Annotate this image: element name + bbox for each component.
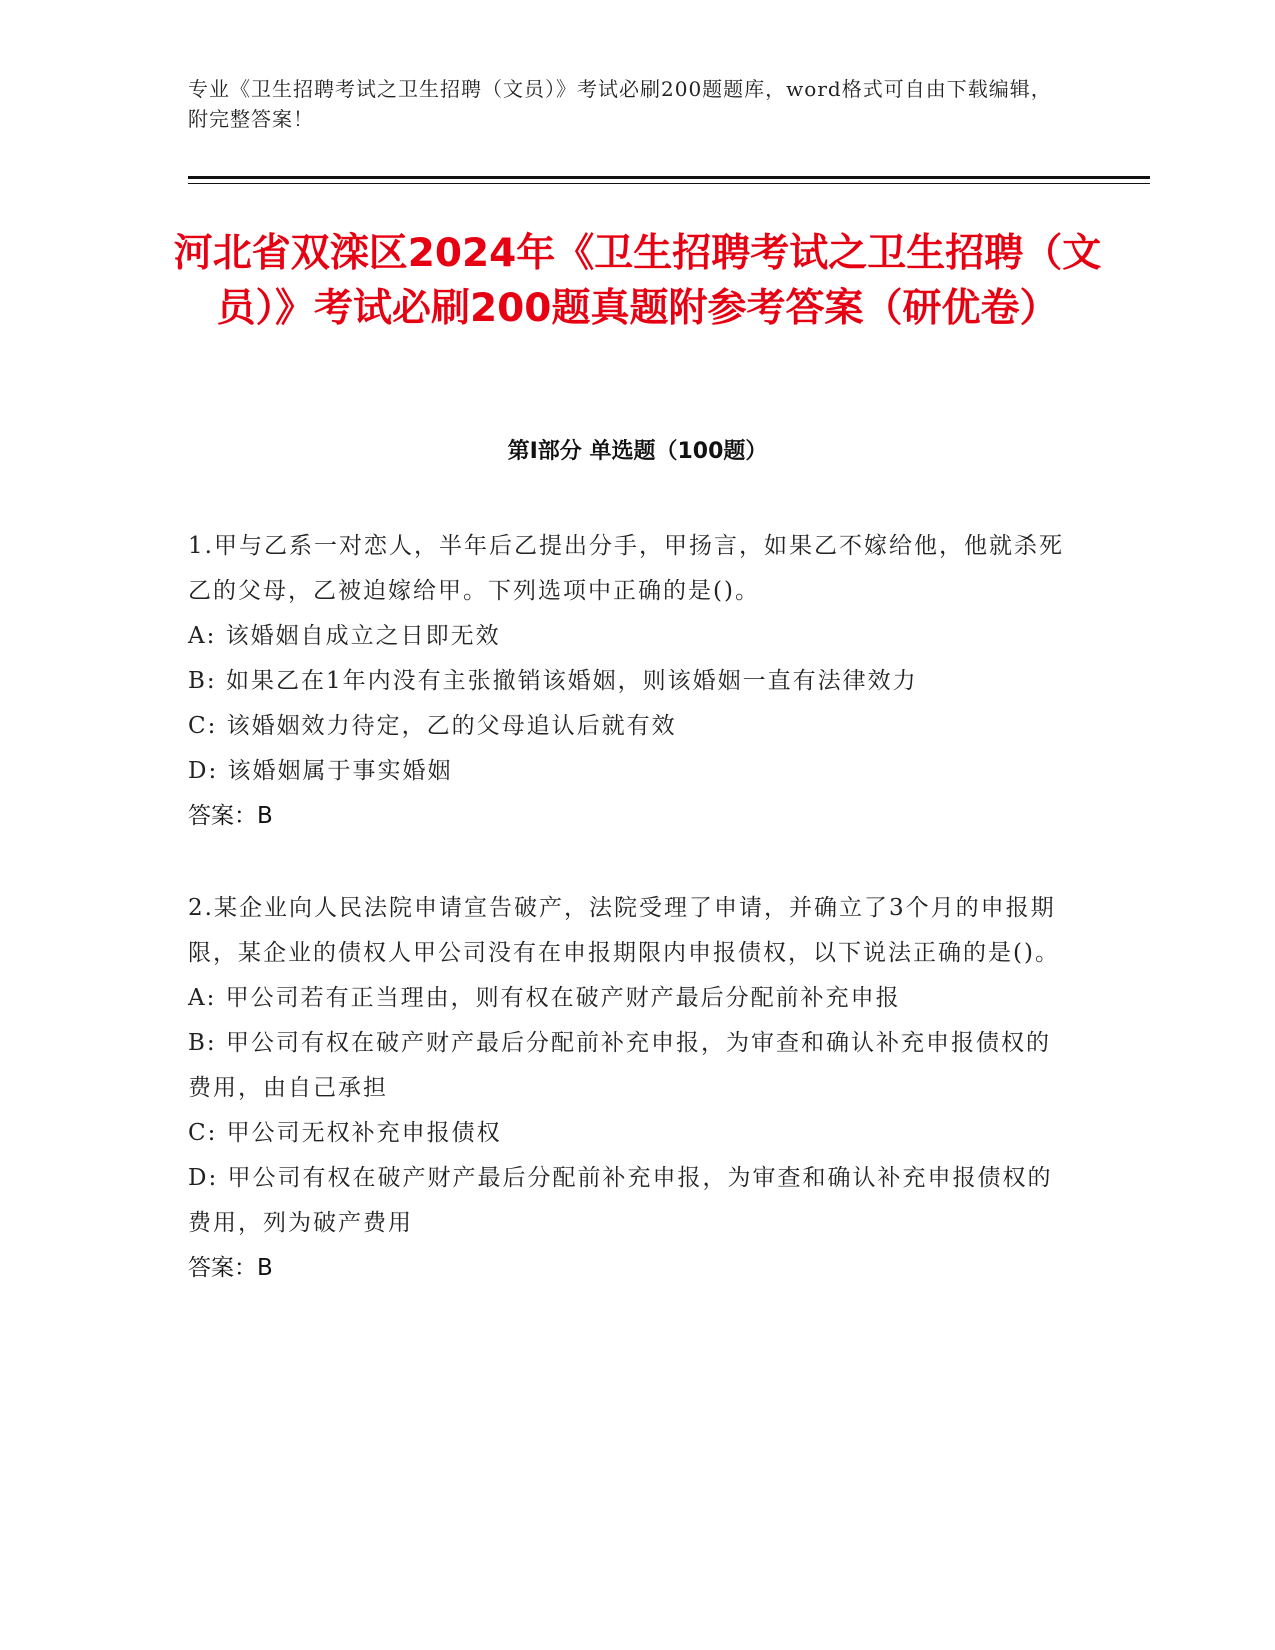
option-a: A: 甲公司若有正当理由，则有权在破产财产最后分配前补充申报 bbox=[188, 985, 901, 1011]
option-b: B: 甲公司有权在破产财产最后分配前补充申报，为审查和确认补充申报债权的费用，由自己承担 bbox=[188, 1030, 1051, 1101]
option-b: B: 如果乙在1年内没有主张撤销该婚姻，则该婚姻一直有法律效力 bbox=[188, 668, 918, 694]
option-d: D: 甲公司有权在破产财产最后分配前补充申报，为审查和确认补充申报债权的费用，列为破产费用 bbox=[188, 1165, 1053, 1236]
option-c: C: 甲公司无权补充申报债权 bbox=[188, 1120, 502, 1146]
header-note: 专业《卫生招聘考试之卫生招聘（文员）》考试必刷200题题库，word格式可自由下载编辑，附完整答案！ bbox=[188, 77, 1052, 131]
option-d: D: 该婚姻属于事实婚姻 bbox=[188, 758, 453, 784]
answer-line: 答案：B bbox=[188, 1255, 273, 1281]
document-title: 河北省双滦区2024年《卫生招聘考试之卫生招聘（文员）》考试必刷200题真题附参考答案（研优卷） bbox=[173, 231, 1102, 331]
answer-line: 答案：B bbox=[188, 803, 273, 829]
section-title: 第I部分 单选题（100题） bbox=[507, 439, 768, 464]
option-a: A: 该婚姻自成立之日即无效 bbox=[188, 623, 501, 649]
question-1 bbox=[188, 524, 1068, 839]
header-divider-thin bbox=[188, 183, 1150, 184]
question-stem: 1.甲与乙系一对恋人，半年后乙提出分手，甲扬言，如果乙不嫁给他，他就杀死乙的父母，乙被迫嫁给甲。下列选项中正确的是()。 bbox=[188, 533, 1064, 604]
option-c: C: 该婚姻效力待定，乙的父母追认后就有效 bbox=[188, 713, 677, 739]
question-2 bbox=[188, 886, 1068, 1291]
question-stem: 2.某企业向人民法院申请宣告破产，法院受理了申请，并确立了3个月的申报期限，某企业的债权人甲公司没有在申报期限内申报债权，以下说法正确的是()。 bbox=[188, 895, 1060, 966]
header-divider-thick bbox=[188, 176, 1150, 179]
